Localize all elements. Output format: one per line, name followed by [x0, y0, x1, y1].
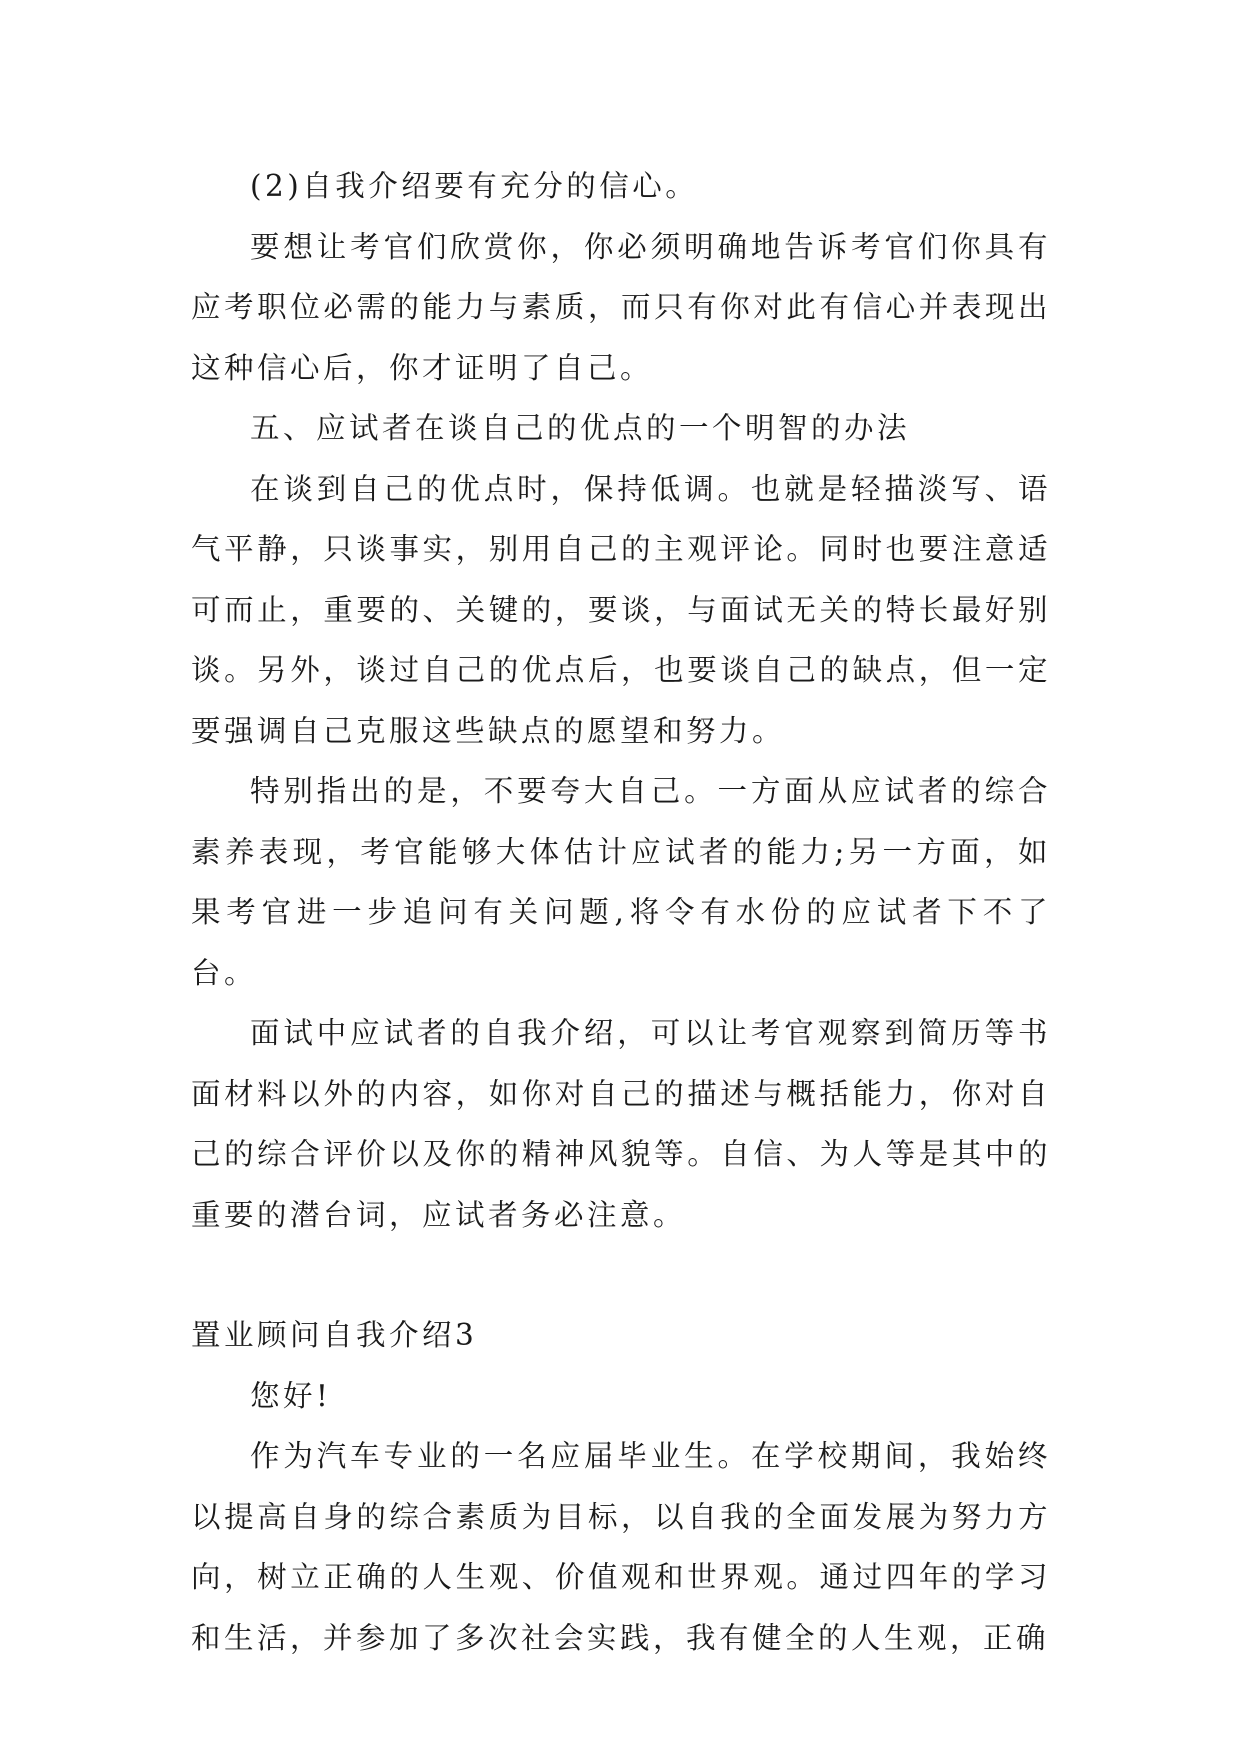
document-body — [191, 156, 1051, 1668]
subheading-strengths: 五、应试者在谈自己的优点的一个明智的办法 — [250, 411, 911, 445]
subheading-confidence: (2)自我介绍要有充分的信心。 — [250, 169, 699, 203]
paragraph: 特别指出的是，不要夸大自己。一方面从应试者的综合素养表现，考官能够大体估计应试者的能力;另一方面，如果考官进一步追问有关问题,将令有水份的应试者下不了台。 — [191, 774, 1051, 990]
paragraph: 面试中应试者的自我介绍，可以让考官观察到简历等书面材料以外的内容，如你对自己的描述与概括能力，你对自己的综合评价以及你的精神风貌等。自信、为人等是其中的重要的潜台词，应试者务必注意。 — [191, 1016, 1051, 1232]
greeting: 您好! — [250, 1378, 332, 1413]
section-spacer — [191, 1245, 1051, 1305]
section-title: 置业顾问自我介绍3 — [191, 1318, 478, 1352]
paragraph: 作为汽车专业的一名应届毕业生。在学校期间，我始终以提高自身的综合素质为目标，以自我的全面发展为努力方向，树立正确的人生观、价值观和世界观。通过四年的学习和生活，并参加了多次社会实践，我有健全的人生观，正确 — [191, 1439, 1051, 1655]
paragraph: 在谈到自己的优点时，保持低调。也就是轻描淡写、语气平静，只谈事实，别用自己的主观评论。同时也要注意适可而止，重要的、关键的，要谈，与面试无关的特长最好别谈。另外，谈过自己的优点后，也要谈自己的缺点，但一定要强调自己克服这些缺点的愿望和努力。 — [191, 471, 1051, 748]
paragraph: 要想让考官们欣赏你，你必须明确地告诉考官们你具有应考职位必需的能力与素质，而只有你对此有信心并表现出这种信心后，你才证明了自己。 — [191, 229, 1051, 385]
